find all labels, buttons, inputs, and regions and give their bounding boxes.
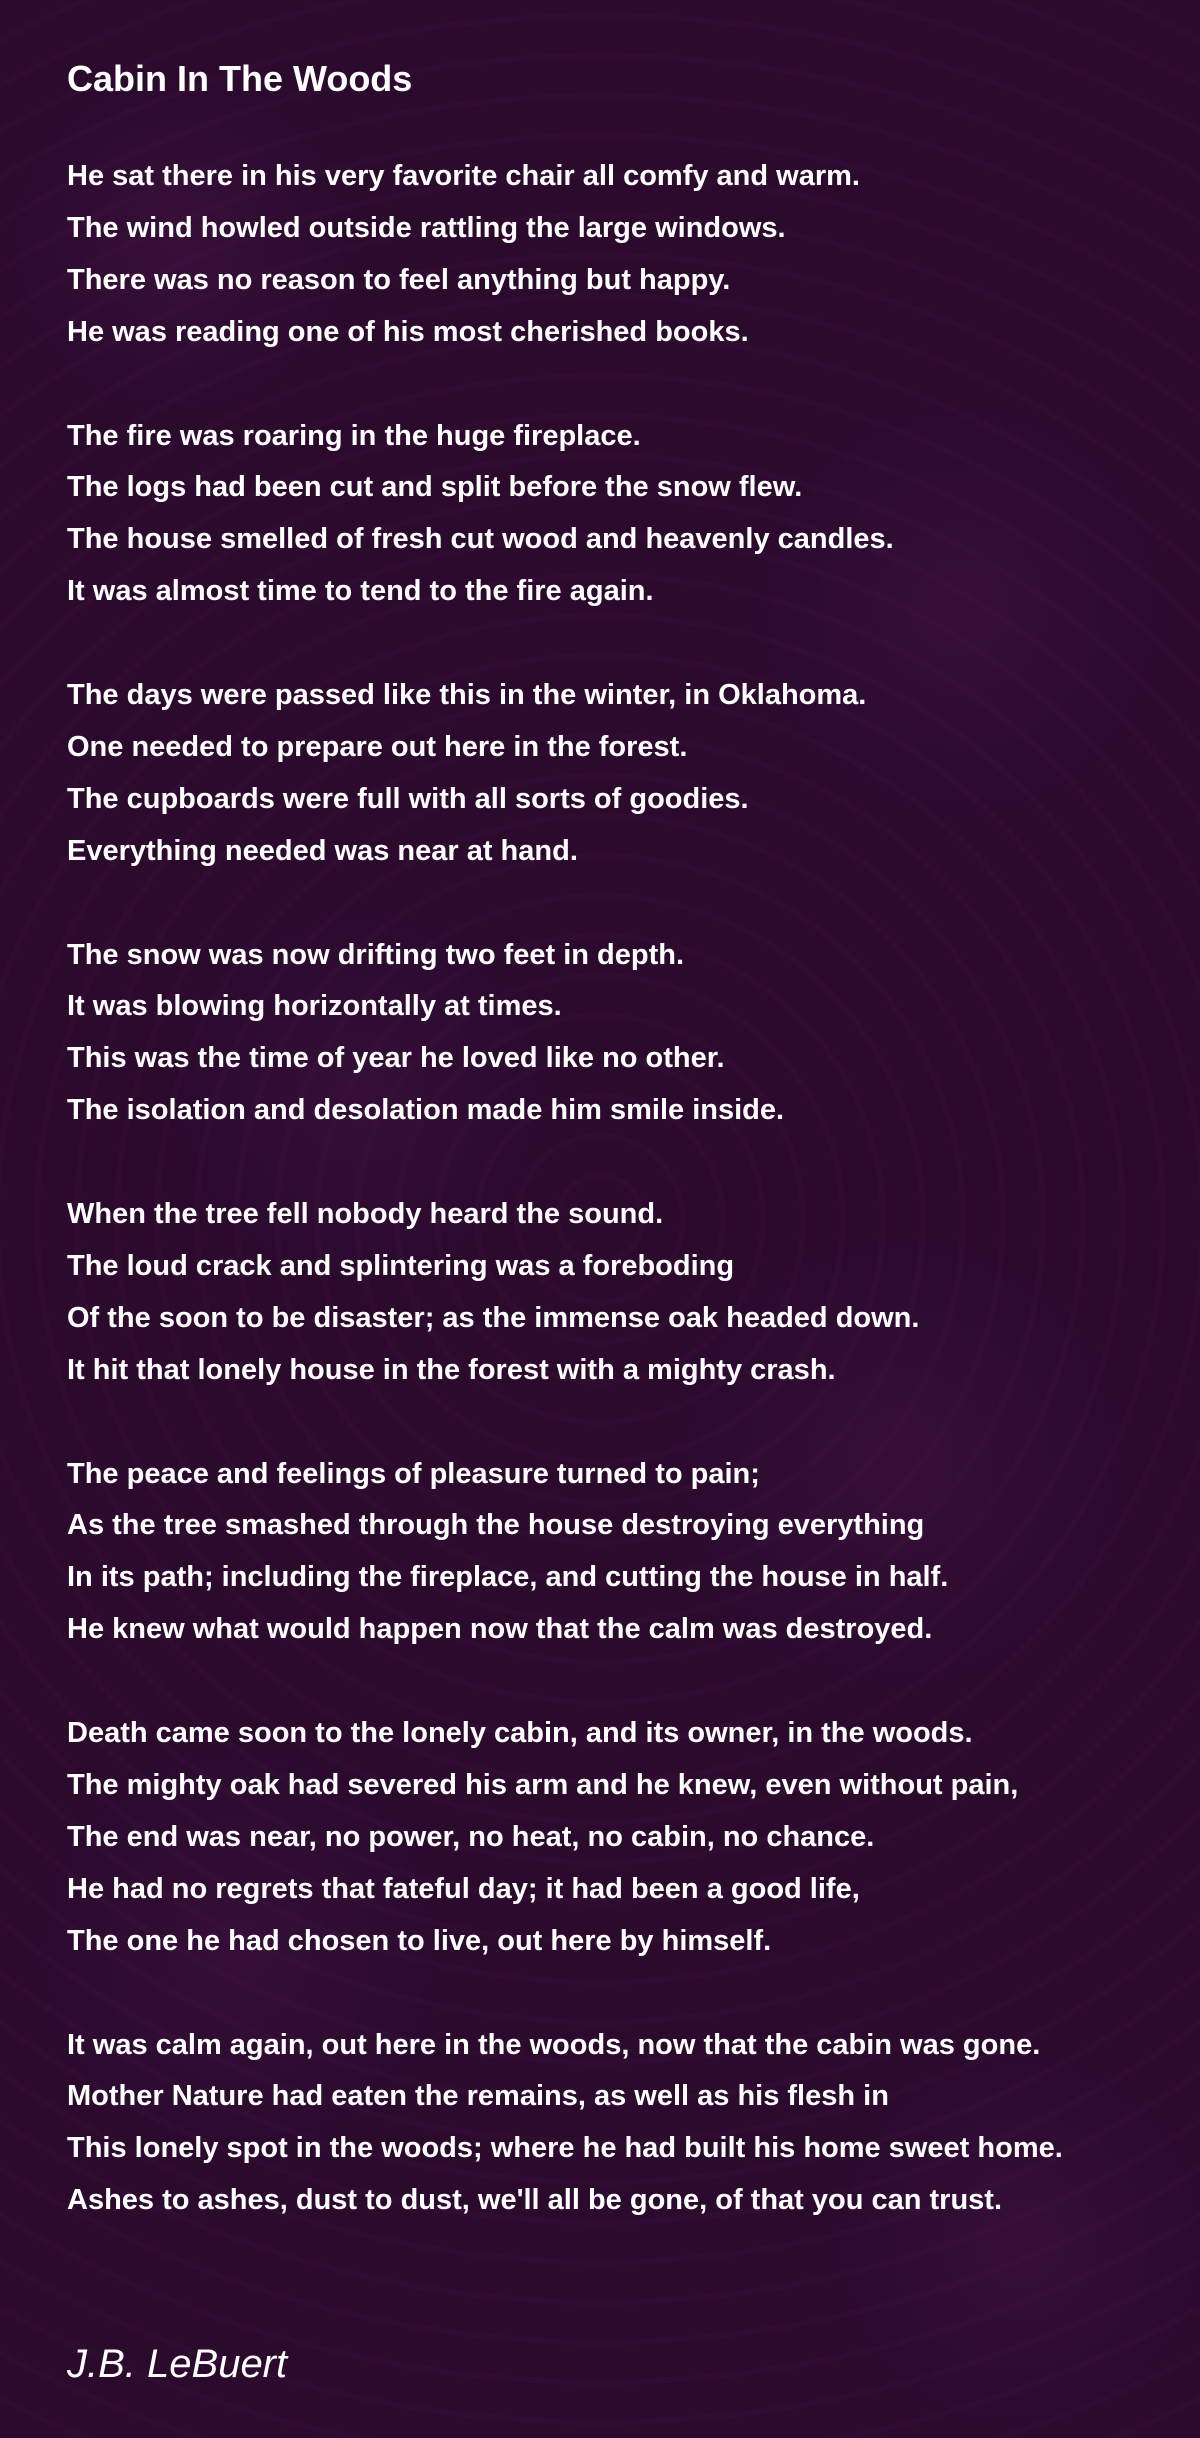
- poem-line: The house smelled of fresh cut wood and heavenly candles.: [67, 523, 894, 556]
- poem-line: The end was near, no power, no heat, no cabin, no chance.: [67, 1820, 875, 1853]
- poem-line: Ashes to ashes, dust to dust, we'll all be gone, of that you can trust.: [67, 2184, 1003, 2217]
- poem-line: The snow was now drifting two feet in depth.: [67, 938, 685, 971]
- poem-body: [67, 151, 1197, 2279]
- stanza: [67, 1449, 1197, 1657]
- poem-line: It was blowing horizontally at times.: [67, 990, 562, 1023]
- poem-line: He was reading one of his most cherished books.: [67, 315, 749, 348]
- poem-line: There was no reason to feel anything but happy.: [67, 263, 731, 296]
- poem-author: J.B. LeBuert: [67, 2342, 288, 2386]
- poem-line: The fire was roaring in the huge fireplace.: [67, 419, 641, 452]
- poem-line: The one he had chosen to live, out here by himself.: [67, 1924, 772, 1957]
- poem-line: The peace and feelings of pleasure turned to pain;: [67, 1457, 760, 1490]
- poem-line: He had no regrets that fateful day; it had been a good life,: [67, 1872, 860, 1905]
- stanza: [67, 930, 1197, 1138]
- poem-line: The loud crack and splintering was a foreboding: [67, 1249, 735, 1282]
- stanza: [67, 411, 1197, 619]
- poem-line: He knew what would happen now that the calm was destroyed.: [67, 1613, 933, 1646]
- poem-line: In its path; including the fireplace, and cutting the house in half.: [67, 1561, 949, 1594]
- poem-line: Everything needed was near at hand.: [67, 834, 578, 867]
- poem-line: The logs had been cut and split before the snow flew.: [67, 471, 803, 504]
- poem-line: Mother Nature had eaten the remains, as well as his flesh in: [67, 2080, 889, 2113]
- poem-line: One needed to prepare out here in the forest.: [67, 730, 688, 763]
- poem-line: Death came soon to the lonely cabin, and its owner, in the woods.: [67, 1717, 973, 1750]
- poem-line: As the tree smashed through the house destroying everything: [67, 1509, 925, 1542]
- poem-line: This was the time of year he loved like no other.: [67, 1042, 725, 1075]
- poem-line: The days were passed like this in the winter, in Oklahoma.: [67, 679, 867, 712]
- poem-line: It hit that lonely house in the forest with a mighty crash.: [67, 1353, 836, 1386]
- poem-line: The cupboards were full with all sorts of goodies.: [67, 782, 749, 815]
- stanza: [67, 1708, 1197, 1968]
- poem-line: The wind howled outside rattling the large windows.: [67, 211, 786, 244]
- poem-line: This lonely spot in the woods; where he had built his home sweet home.: [67, 2132, 1063, 2165]
- poem-line: The mighty oak had severed his arm and he knew, even without pain,: [67, 1769, 1019, 1801]
- stanza: [67, 151, 1197, 359]
- poem-line: Of the soon to be disaster; as the immense oak headed down.: [67, 1301, 920, 1334]
- poem-line: When the tree fell nobody heard the sound.: [67, 1198, 664, 1231]
- stanza: [67, 2020, 1197, 2228]
- poem-line: It was almost time to tend to the fire again.: [67, 575, 654, 608]
- stanza: [67, 670, 1197, 878]
- poem-line: He sat there in his very favorite chair all comfy and warm.: [67, 160, 860, 192]
- poem-line: It was calm again, out here in the woods, now that the cabin was gone.: [67, 2028, 1041, 2061]
- stanza: [67, 1189, 1197, 1397]
- poem-title: Cabin In The Woods: [67, 58, 413, 99]
- poem-line: The isolation and desolation made him smile inside.: [67, 1094, 785, 1127]
